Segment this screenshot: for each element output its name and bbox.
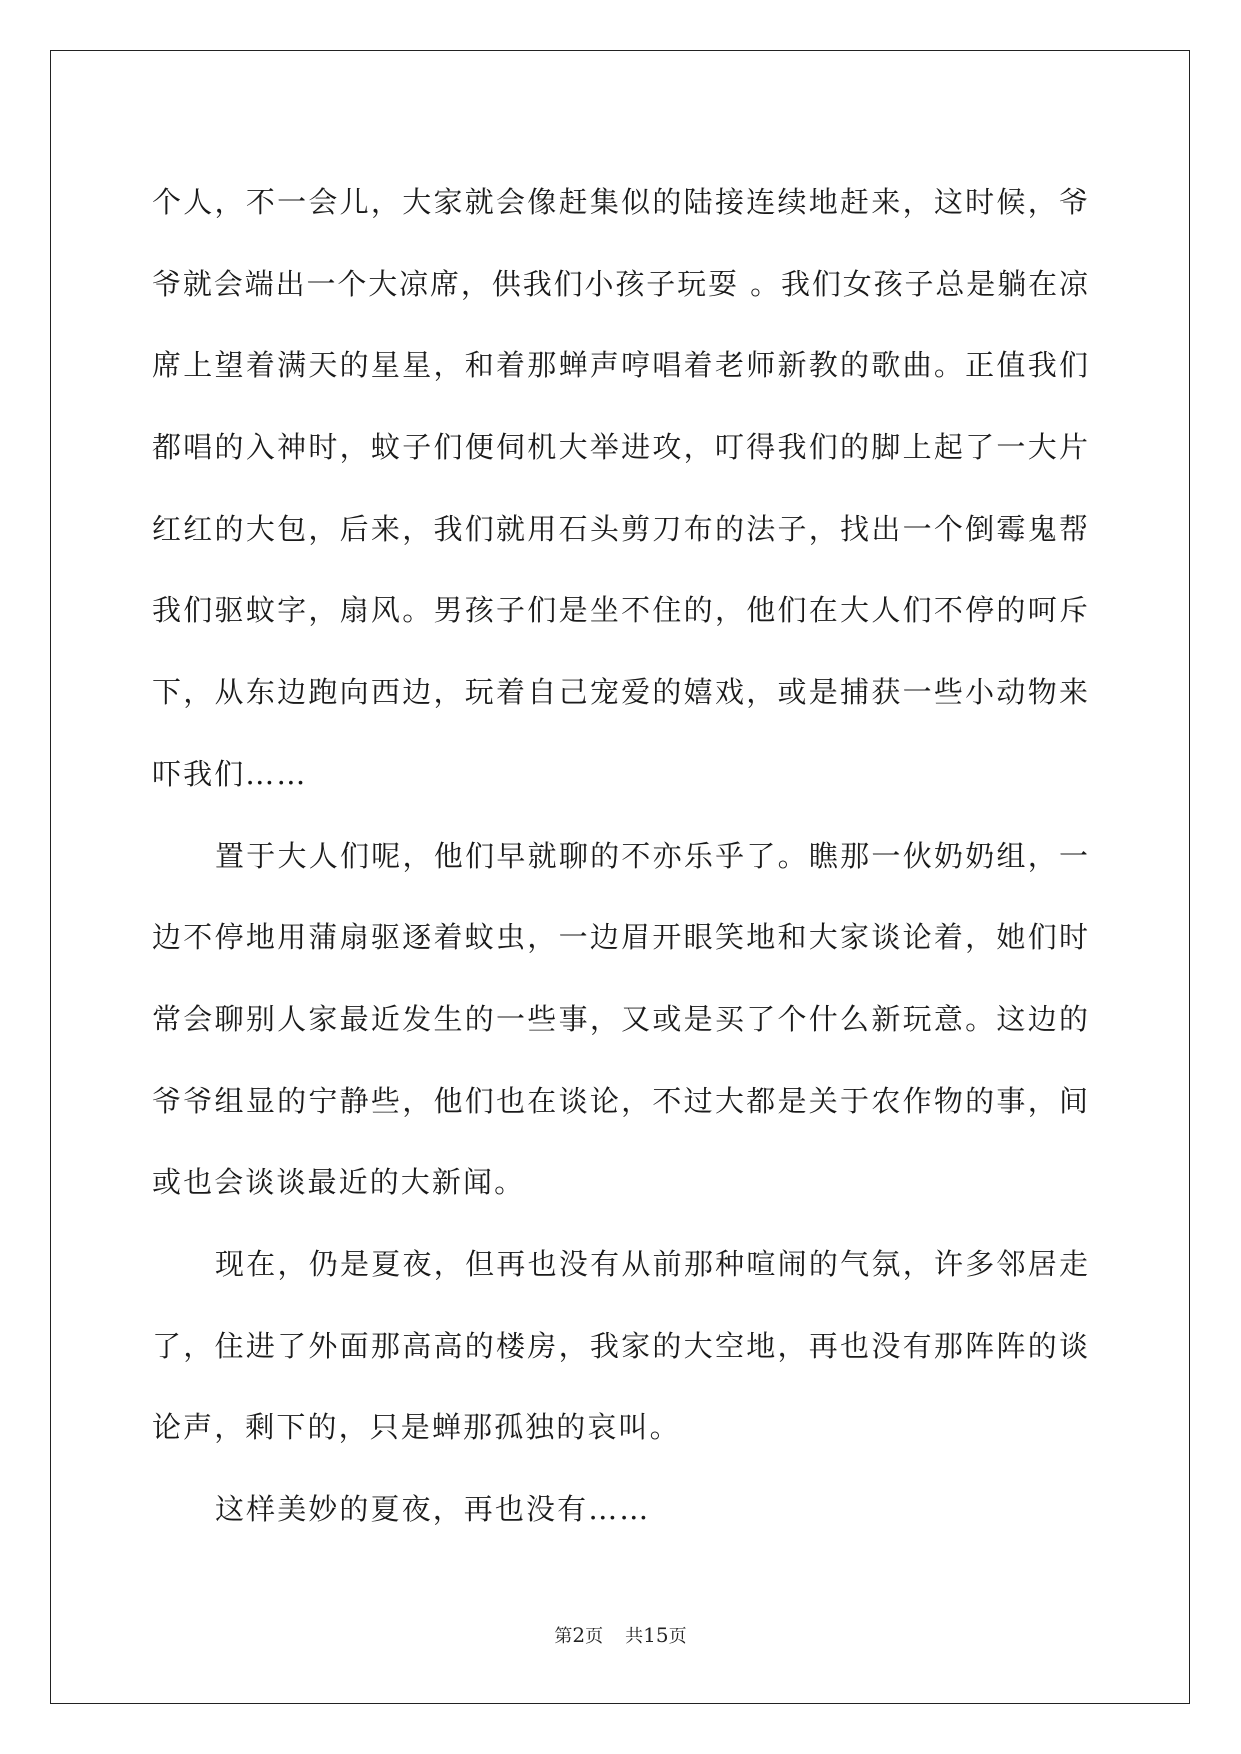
text-line: 论声，剩下的，只是蝉那孤独的哀叫。 xyxy=(152,1410,681,1445)
text-line: 吓我们…… xyxy=(152,756,308,791)
page-suffix: 页 xyxy=(585,1626,604,1647)
text-line: 我们驱蚊字，扇风。男孩子们是坐不住的，他们在大人们不停的呵斥 xyxy=(152,593,1088,628)
total-suffix: 页 xyxy=(668,1626,687,1647)
total-pages: 15 xyxy=(643,1623,669,1647)
paragraph-first-line: 现在，仍是夏夜，但再也没有从前那种喧闹的气氛，许多邻居走 xyxy=(215,1246,1088,1281)
text-line: 都唱的入神时，蚊子们便伺机大举进攻，叮得我们的脚上起了一大片 xyxy=(152,430,1088,465)
paragraph-first-line: 置于大人们呢，他们早就聊的不亦乐乎了。瞧那一伙奶奶组，一 xyxy=(215,838,1088,873)
text-line: 爷爷组显的宁静些，他们也在谈论，不过大都是关于农作物的事，间 xyxy=(152,1083,1088,1118)
text-line: 或也会谈谈最近的大新闻。 xyxy=(152,1165,526,1200)
text-line: 了，住进了外面那高高的楼房，我家的大空地，再也没有那阵阵的谈 xyxy=(152,1328,1088,1363)
text-line: 红红的大包，后来，我们就用石头剪刀布的法子，找出一个倒霉鬼帮 xyxy=(152,511,1088,546)
paragraph-first-line: 这样美妙的夏夜，再也没有…… xyxy=(215,1492,651,1526)
text-line: 爷就会端出一个大凉席，供我们小孩子玩耍 。我们女孩子总是躺在凉 xyxy=(152,266,1088,301)
text-line: 常会聊别人家最近发生的一些事，又或是买了个什么新玩意。这边的 xyxy=(152,1001,1088,1036)
page-footer xyxy=(0,1622,1241,1648)
page-number: 2 xyxy=(572,1623,586,1647)
text-line: 个人，不一会儿，大家就会像赶集似的陆接连续地赶来，这时候，爷 xyxy=(152,185,1088,219)
text-line: 席上望着满天的星星，和着那蝉声哼唱着老师新教的歌曲。正值我们 xyxy=(152,348,1088,383)
document-body xyxy=(152,162,1088,1551)
page-prefix: 第 xyxy=(554,1626,573,1647)
total-prefix: 共 xyxy=(625,1626,644,1647)
text-line: 边不停地用蒲扇驱逐着蚊虫，一边眉开眼笑地和大家谈论着，她们时 xyxy=(152,920,1088,955)
text-line: 下，从东边跑向西边，玩着自己宠爱的嬉戏，或是捕获一些小动物来 xyxy=(152,675,1088,710)
